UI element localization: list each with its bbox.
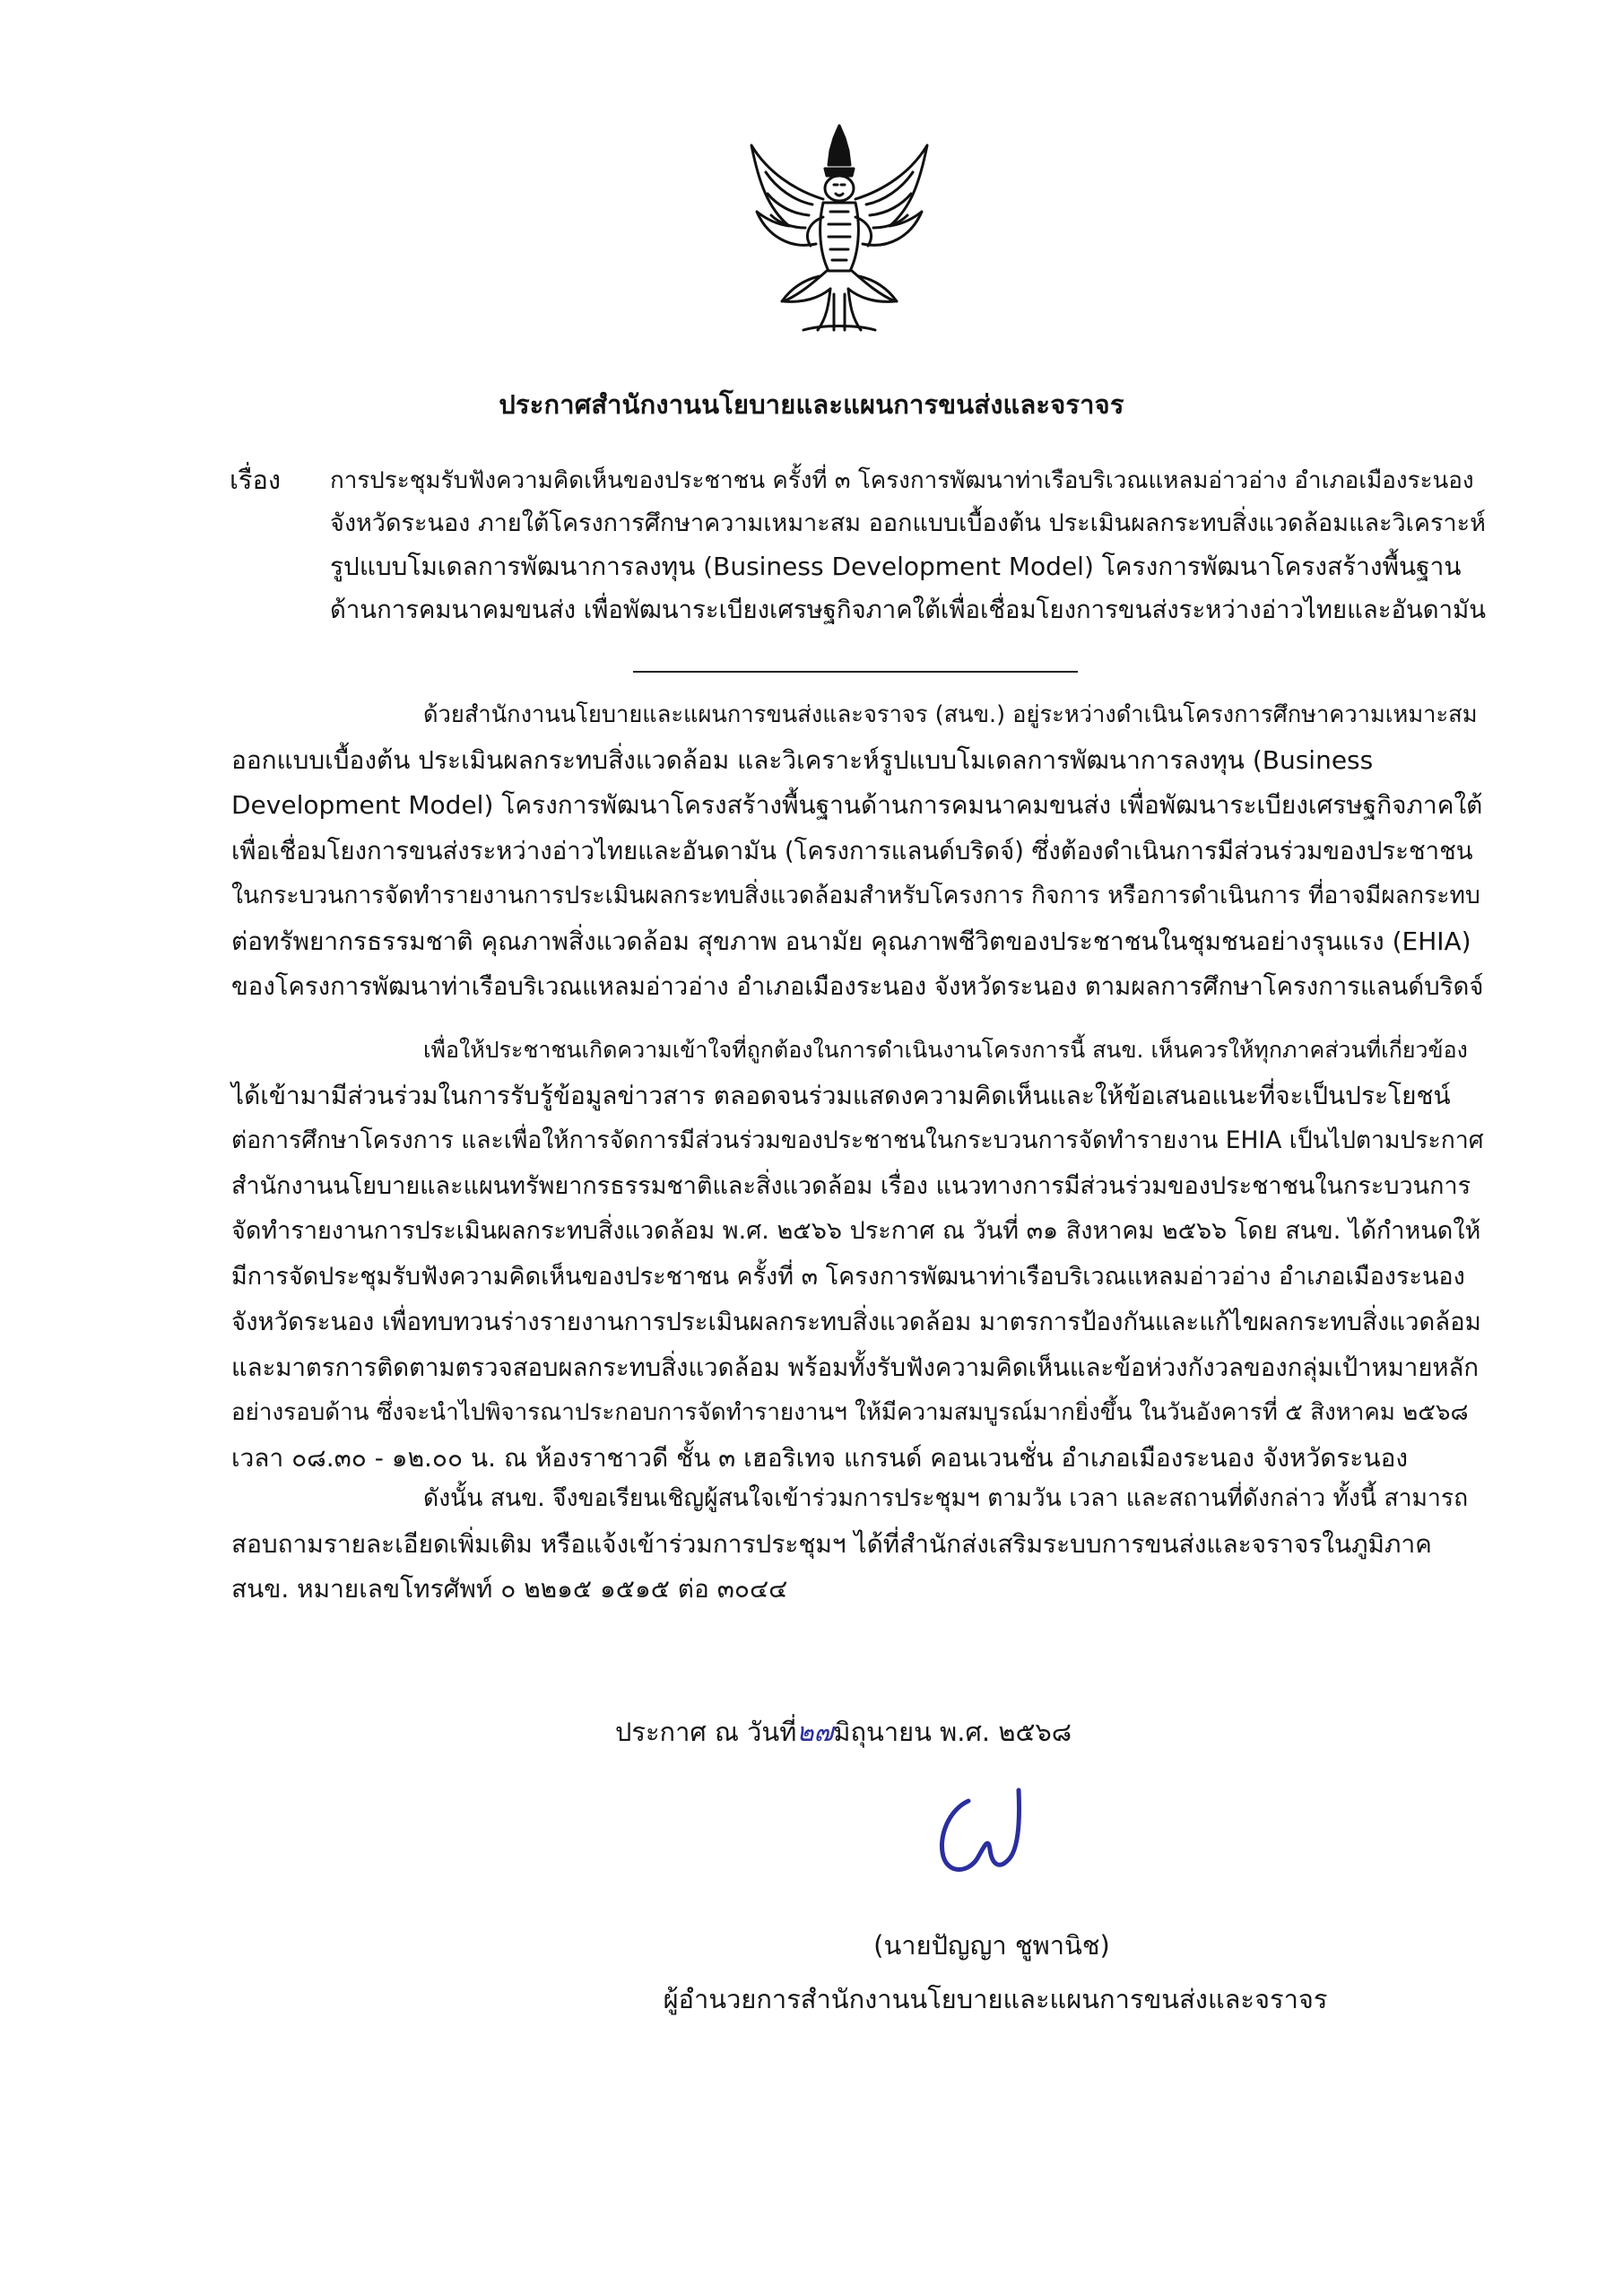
subject-line: ด้านการคมนาคมขนส่ง เพื่อพัฒนาระเบียงเศรษฐกิจภาคใต้เพื่อเชื่อมโยงการขนส่งระหว่างอ่าวไทยและอันดามัน (330, 596, 1487, 624)
paragraph-line: จัดทำรายงานการประเมินผลกระทบสิ่งแวดล้อม พ.ศ. ๒๕๖๖ ประกาศ ณ วันที่ ๓๑ สิงหาคม ๒๕๖๖ โดย สนข. ได้กำหนดให้ (231, 1217, 1481, 1245)
paragraph-line: เพื่อเชื่อมโยงการขนส่งระหว่างอ่าวไทยและอันดามัน (โครงการแลนด์บริดจ์) ซึ่งต้องดำเนินการมีส่วนร่วมของประชาชน (231, 836, 1473, 865)
body-paragraph-3 (231, 1476, 1487, 1613)
paragraph-line: และมาตรการติดตามตรวจสอบผลกระทบสิ่งแวดล้อม พร้อมทั้งรับฟังความคิดเห็นและข้อห่วงกังวลของกลุ่มเป้าหมายหลัก (231, 1352, 1480, 1382)
paragraph-line: เวลา ๐๘.๓๐ - ๑๒.๐๐ น. ณ ห้องราชาวดี ชั้น ๓ เฮอริเทจ แกรนด์ คอนเวนชั่น อำเภอเมืองระนอง จังหวัดระนอง (231, 1442, 1409, 1473)
document-title: ประกาศสำนักงานนโยบายและแผนการขนส่งและจราจร (499, 389, 1124, 420)
date-day-handwritten: ๒๗ (796, 1717, 834, 1747)
body-paragraph-1 (231, 692, 1487, 1010)
body-paragraph-2 (231, 1028, 1487, 1481)
paragraph-line: ต่อทรัพยากรธรรมชาติ คุณภาพสิ่งแวดล้อม สุขภาพ อนามัย คุณภาพชีวิตของประชาชนในชุมชนอย่างรุนแรง (EHIA) (231, 926, 1471, 956)
date-prefix: ประกาศ ณ วันที่ (615, 1717, 797, 1747)
paragraph-line: ในกระบวนการจัดทำรายงานการประเมินผลกระทบสิ่งแวดล้อมสำหรับโครงการ กิจการ หรือการดำเนินการ ที่อาจมีผลกระทบ (231, 882, 1480, 909)
paragraph-line: Development Model) โครงการพัฒนาโครงสร้างพื้นฐานด้านการคมนาคมขนส่ง เพื่อพัฒนาระเบียงเศรษฐกิจภาคใต้ (231, 790, 1483, 820)
signatory-position: ผู้อำนวยการสำนักงานนโยบายและแผนการขนส่งและจราจร (663, 1984, 1328, 2014)
paragraph-line: ของโครงการพัฒนาท่าเรือบริเวณแหลมอ่าวอ่าง อำเภอเมืองระนอง จังหวัดระนอง ตามผลการศึกษาโครงการแลนด์บริดจ์ (231, 972, 1484, 1001)
subject-line: จังหวัดระนอง ภายใต้โครงการศึกษาความเหมาะสม ออกแบบเบื้องต้น ประเมินผลกระทบสิ่งแวดล้อมและวิเคราะห์ (330, 509, 1486, 537)
paragraph-line: ดังนั้น สนข. จึงขอเรียนเชิญผู้สนใจเข้าร่วมการประชุมฯ ตามวัน เวลา และสถานที่ดังกล่าว ทั้งนี้ สามารถ (423, 1484, 1469, 1512)
garuda-emblem-icon (741, 118, 938, 341)
paragraph-line: ต่อการศึกษาโครงการ และเพื่อให้การจัดการมีส่วนร่วมของประชาชนในกระบวนการจัดทำรายงาน EHIA เป็นไปตามประกาศ (231, 1126, 1484, 1154)
separator-line (633, 671, 1078, 673)
paragraph-line: มีการจัดประชุมรับฟังความคิดเห็นของประชาชน ครั้งที่ ๓ โครงการพัฒนาท่าเรือบริเวณแหลมอ่าวอ่าง อำเภอเมืองระนอง (231, 1262, 1465, 1291)
subject-label: เรื่อง (230, 465, 282, 495)
paragraph-line: ด้วยสำนักงานนโยบายและแผนการขนส่งและจราจร (สนข.) อยู่ระหว่างดำเนินโครงการศึกษาความเหมาะสม (423, 701, 1478, 728)
subject-line: รูปแบบโมเดลการพัฒนาการลงทุน (Business Development Model) โครงการพัฒนาโครงสร้างพื้นฐาน (330, 552, 1462, 581)
announcement-date (615, 1711, 1072, 1752)
date-suffix: มิถุนายน พ.ศ. ๒๕๖๘ (833, 1717, 1072, 1747)
paragraph-line: ออกแบบเบื้องต้น ประเมินผลกระทบสิ่งแวดล้อม และวิเคราะห์รูปแบบโมเดลการพัฒนาการลงทุน (Business (231, 744, 1374, 775)
paragraph-line: จังหวัดระนอง เพื่อทบทวนร่างรายงานการประเมินผลกระทบสิ่งแวดล้อม มาตรการป้องกันและแก้ไขผลกระทบสิ่งแวดล้อม (231, 1308, 1481, 1336)
paragraph-line: สนข. หมายเลขโทรศัพท์ ๐ ๒๒๑๕ ๑๕๑๕ ต่อ ๓๐๔๔ (231, 1574, 788, 1604)
handwritten-signature (913, 1783, 1047, 1894)
paragraph-line: อย่างรอบด้าน ซึ่งจะนำไปพิจารณาประกอบการจัดทำรายงานฯ ให้มีความสมบูรณ์มากยิ่งขึ้น ในวันอังคารที่ ๕ สิงหาคม ๒๕๖๘ (231, 1399, 1469, 1426)
paragraph-line: เพื่อให้ประชาชนเกิดความเข้าใจที่ถูกต้องในการดำเนินงานโครงการนี้ สนข. เห็นควรให้ทุกภาคส่วนที่เกี่ยวข้อง (423, 1037, 1468, 1063)
paragraph-line: ได้เข้ามามีส่วนร่วมในการรับรู้ข้อมูลข่าวสาร ตลอดจนร่วมแสดงความคิดเห็นและให้ข้อเสนอแนะที่จะเป็นประโยชน์ (231, 1080, 1451, 1110)
subject-text (330, 459, 1487, 631)
signatory-name: (นายปัญญา ชูพานิช) (873, 1930, 1110, 1961)
paragraph-line: สอบถามรายละเอียดเพิ่มเติม หรือแจ้งเข้าร่วมการประชุมฯ ได้ที่สำนักส่งเสริมระบบการขนส่งและจราจรในภูมิภาค (231, 1528, 1432, 1559)
paragraph-line: สำนักงานนโยบายและแผนทรัพยากรธรรมชาติและสิ่งแวดล้อม เรื่อง แนวทางการมีส่วนร่วมของประชาชนในกระบวนการ (231, 1171, 1471, 1200)
subject-line: การประชุมรับฟังความคิดเห็นของประชาชน ครั้งที่ ๓ โครงการพัฒนาท่าเรือบริเวณแหลมอ่าวอ่าง อำเภอเมืองระนอง (330, 467, 1474, 494)
